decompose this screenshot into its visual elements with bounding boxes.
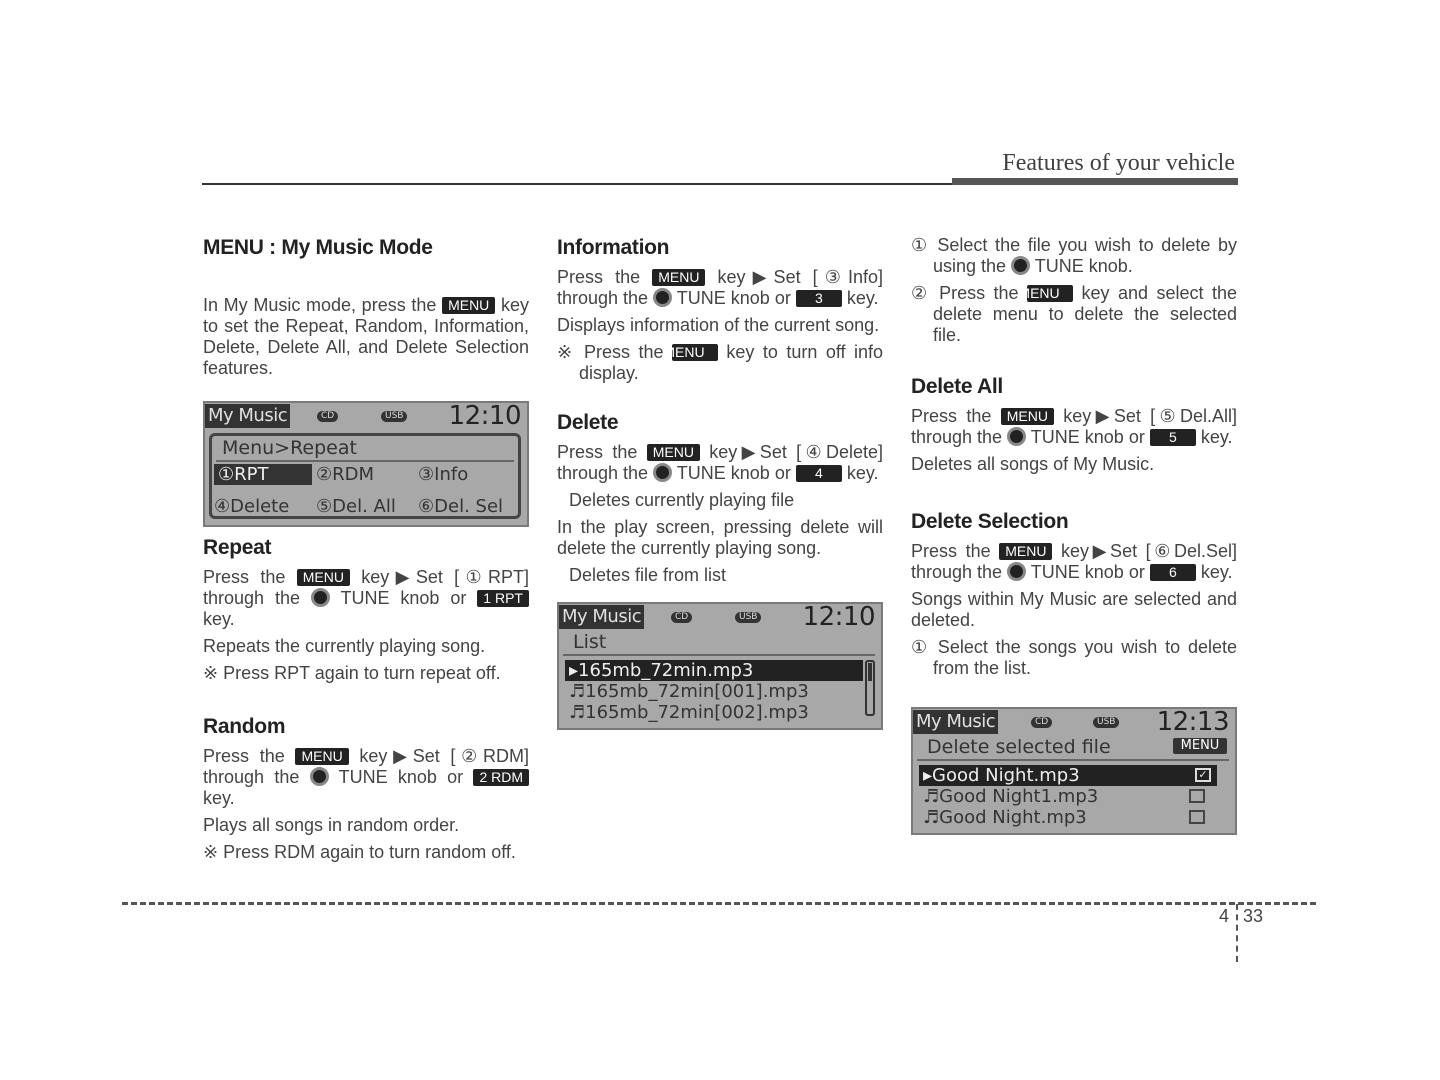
section-heading-my-music-mode: MENU : My Music Mode [203,236,433,259]
list-item[interactable]: ♬165mb_72min[002].mp3 [569,702,809,723]
rpt-key-icon: 1 RPT [477,590,529,607]
section-heading-information: Information [557,236,670,259]
menu-key-icon: MENU [295,748,348,765]
checkbox-checked-icon[interactable]: ✓ [1195,768,1211,782]
section-heading-delete-all: Delete All [911,375,1003,398]
menu-key-icon: MENU [652,269,705,286]
cd-badge: CD [1031,717,1052,728]
delete-selection-instructions: Press the MENU key▶Set [⑥Del.Sel] through the TUNE knob or 6 key. [911,541,1237,582]
menu-item-del-sel[interactable]: ⑥Del. Sel [418,496,504,517]
delete-description-2: In the play screen, pressing delete will delete the currently playing song. [557,517,883,558]
list-scrollbar[interactable] [865,660,875,716]
menu-key-icon: MENU [672,344,718,361]
column-right [911,235,1237,835]
list-header: Delete selected file MENU [917,735,1229,761]
delete-step-1: ① Select the file you wish to delete by using the TUNE knob. [911,235,1237,276]
footer-rule [122,902,1316,905]
list-item[interactable]: ♬165mb_72min[001].mp3 [569,681,809,702]
delete-selected-screen [911,707,1237,835]
list-screen [557,602,883,730]
list-header: List [563,630,875,656]
page-number: 33 [1243,906,1264,926]
list-item[interactable]: ▸Good Night.mp3 ✓ [919,765,1217,786]
random-note: ※ Press RDM again to turn random off. [203,842,516,862]
menu-item-rpt[interactable]: ①RPT [214,464,312,485]
screen-title: My Music [913,710,998,734]
random-instructions: Press the MENU key▶Set [②RDM] through the TUNE knob or 2 RDM key. [203,746,529,808]
key-3-icon: 3 [796,290,842,307]
tune-knob-icon [1011,256,1030,275]
intro-paragraph: In My Music mode, press the MENU key to set the Repeat, Random, Information, Delete, Delete All, and Delete Selection features. [203,295,529,378]
screen-title: My Music [205,404,290,428]
menu-breadcrumb: Menu>Repeat [216,436,514,462]
key-4-icon: 4 [796,465,842,482]
tune-knob-icon [310,767,329,786]
repeat-note: ※ Press RPT again to turn repeat off. [203,663,501,683]
tune-knob-icon [653,463,672,482]
menu-key-icon: MENU [1001,408,1054,425]
information-instructions: Press the MENU key▶Set [③Info] through the TUNE knob or 3 key. [557,267,883,308]
list-item[interactable]: ♬Good Night1.mp3 [913,786,1235,807]
footer-divider [1236,904,1238,962]
delete-description-1: Deletes currently playing file [569,490,795,510]
clock: 12:10 [802,602,875,632]
cd-badge: CD [671,612,692,623]
running-header: Features of your vehicle [1002,150,1235,176]
tune-knob-icon [1007,427,1026,446]
section-heading-random: Random [203,715,286,738]
key-6-icon: 6 [1150,564,1196,581]
clock: 12:10 [448,401,521,431]
delete-description-3: Deletes file from list [569,565,727,585]
menu-key-icon: MENU [647,444,700,461]
chapter-number: 4 [1219,906,1230,926]
information-note: ※ Press the MENU key to turn off info display. [557,342,883,383]
menu-key-icon: MENU [1027,285,1073,302]
key-5-icon: 5 [1150,429,1196,446]
menu-item-info[interactable]: ③Info [418,464,469,485]
header-rule-accent [952,178,1238,185]
checkbox-icon[interactable] [1189,810,1205,824]
section-heading-repeat: Repeat [203,536,272,559]
menu-item-rdm[interactable]: ②RDM [316,464,375,485]
usb-badge: USB [381,411,407,422]
rdm-key-icon: 2 RDM [473,769,529,786]
menu-key-icon: MENU [999,543,1052,560]
list-item[interactable]: ▸165mb_72min.mp3 [565,660,863,681]
information-description: Displays information of the current song. [557,315,880,335]
list-item[interactable]: ♬Good Night.mp3 [913,807,1235,828]
tune-knob-icon [311,588,330,607]
delete-instructions: Press the MENU key▶Set [④Delete] through the TUNE knob or 4 key. [557,442,883,483]
repeat-instructions: Press the MENU key▶Set [①RPT] through the TUNE knob or 1 RPT key. [203,567,529,629]
cd-badge: CD [317,411,338,422]
delete-selection-description: Songs within My Music are selected and deleted. [911,589,1237,630]
section-heading-delete-selection: Delete Selection [911,510,1069,533]
usb-badge: USB [735,612,761,623]
delete-all-description: Deletes all songs of My Music. [911,454,1155,474]
menu-tag-icon: MENU [1173,738,1227,754]
tune-knob-icon [1007,562,1026,581]
column-middle [557,235,883,730]
delete-all-instructions: Press the MENU key▶Set [⑤Del.All] through the TUNE knob or 5 key. [911,406,1237,447]
menu-key-icon: MENU [442,297,495,314]
random-description: Plays all songs in random order. [203,815,460,835]
menu-box [209,433,521,519]
repeat-description: Repeats the currently playing song. [203,636,486,656]
section-heading-delete: Delete [557,411,619,434]
clock: 12:13 [1156,707,1229,737]
menu-repeat-screen [203,401,529,527]
delete-selection-step: ① Select the songs you wish to delete from the list. [911,637,1237,678]
column-left [203,235,529,863]
tune-knob-icon [653,288,672,307]
checkbox-icon[interactable] [1189,789,1205,803]
delete-step-2: ② Press the MENU key and select the delete menu to delete the selected file. [911,283,1237,345]
menu-item-del-all[interactable]: ⑤Del. All [316,496,396,517]
usb-badge: USB [1093,717,1119,728]
menu-item-delete[interactable]: ④Delete [214,496,290,517]
screen-title: My Music [559,605,644,629]
menu-key-icon: MENU [297,569,350,586]
